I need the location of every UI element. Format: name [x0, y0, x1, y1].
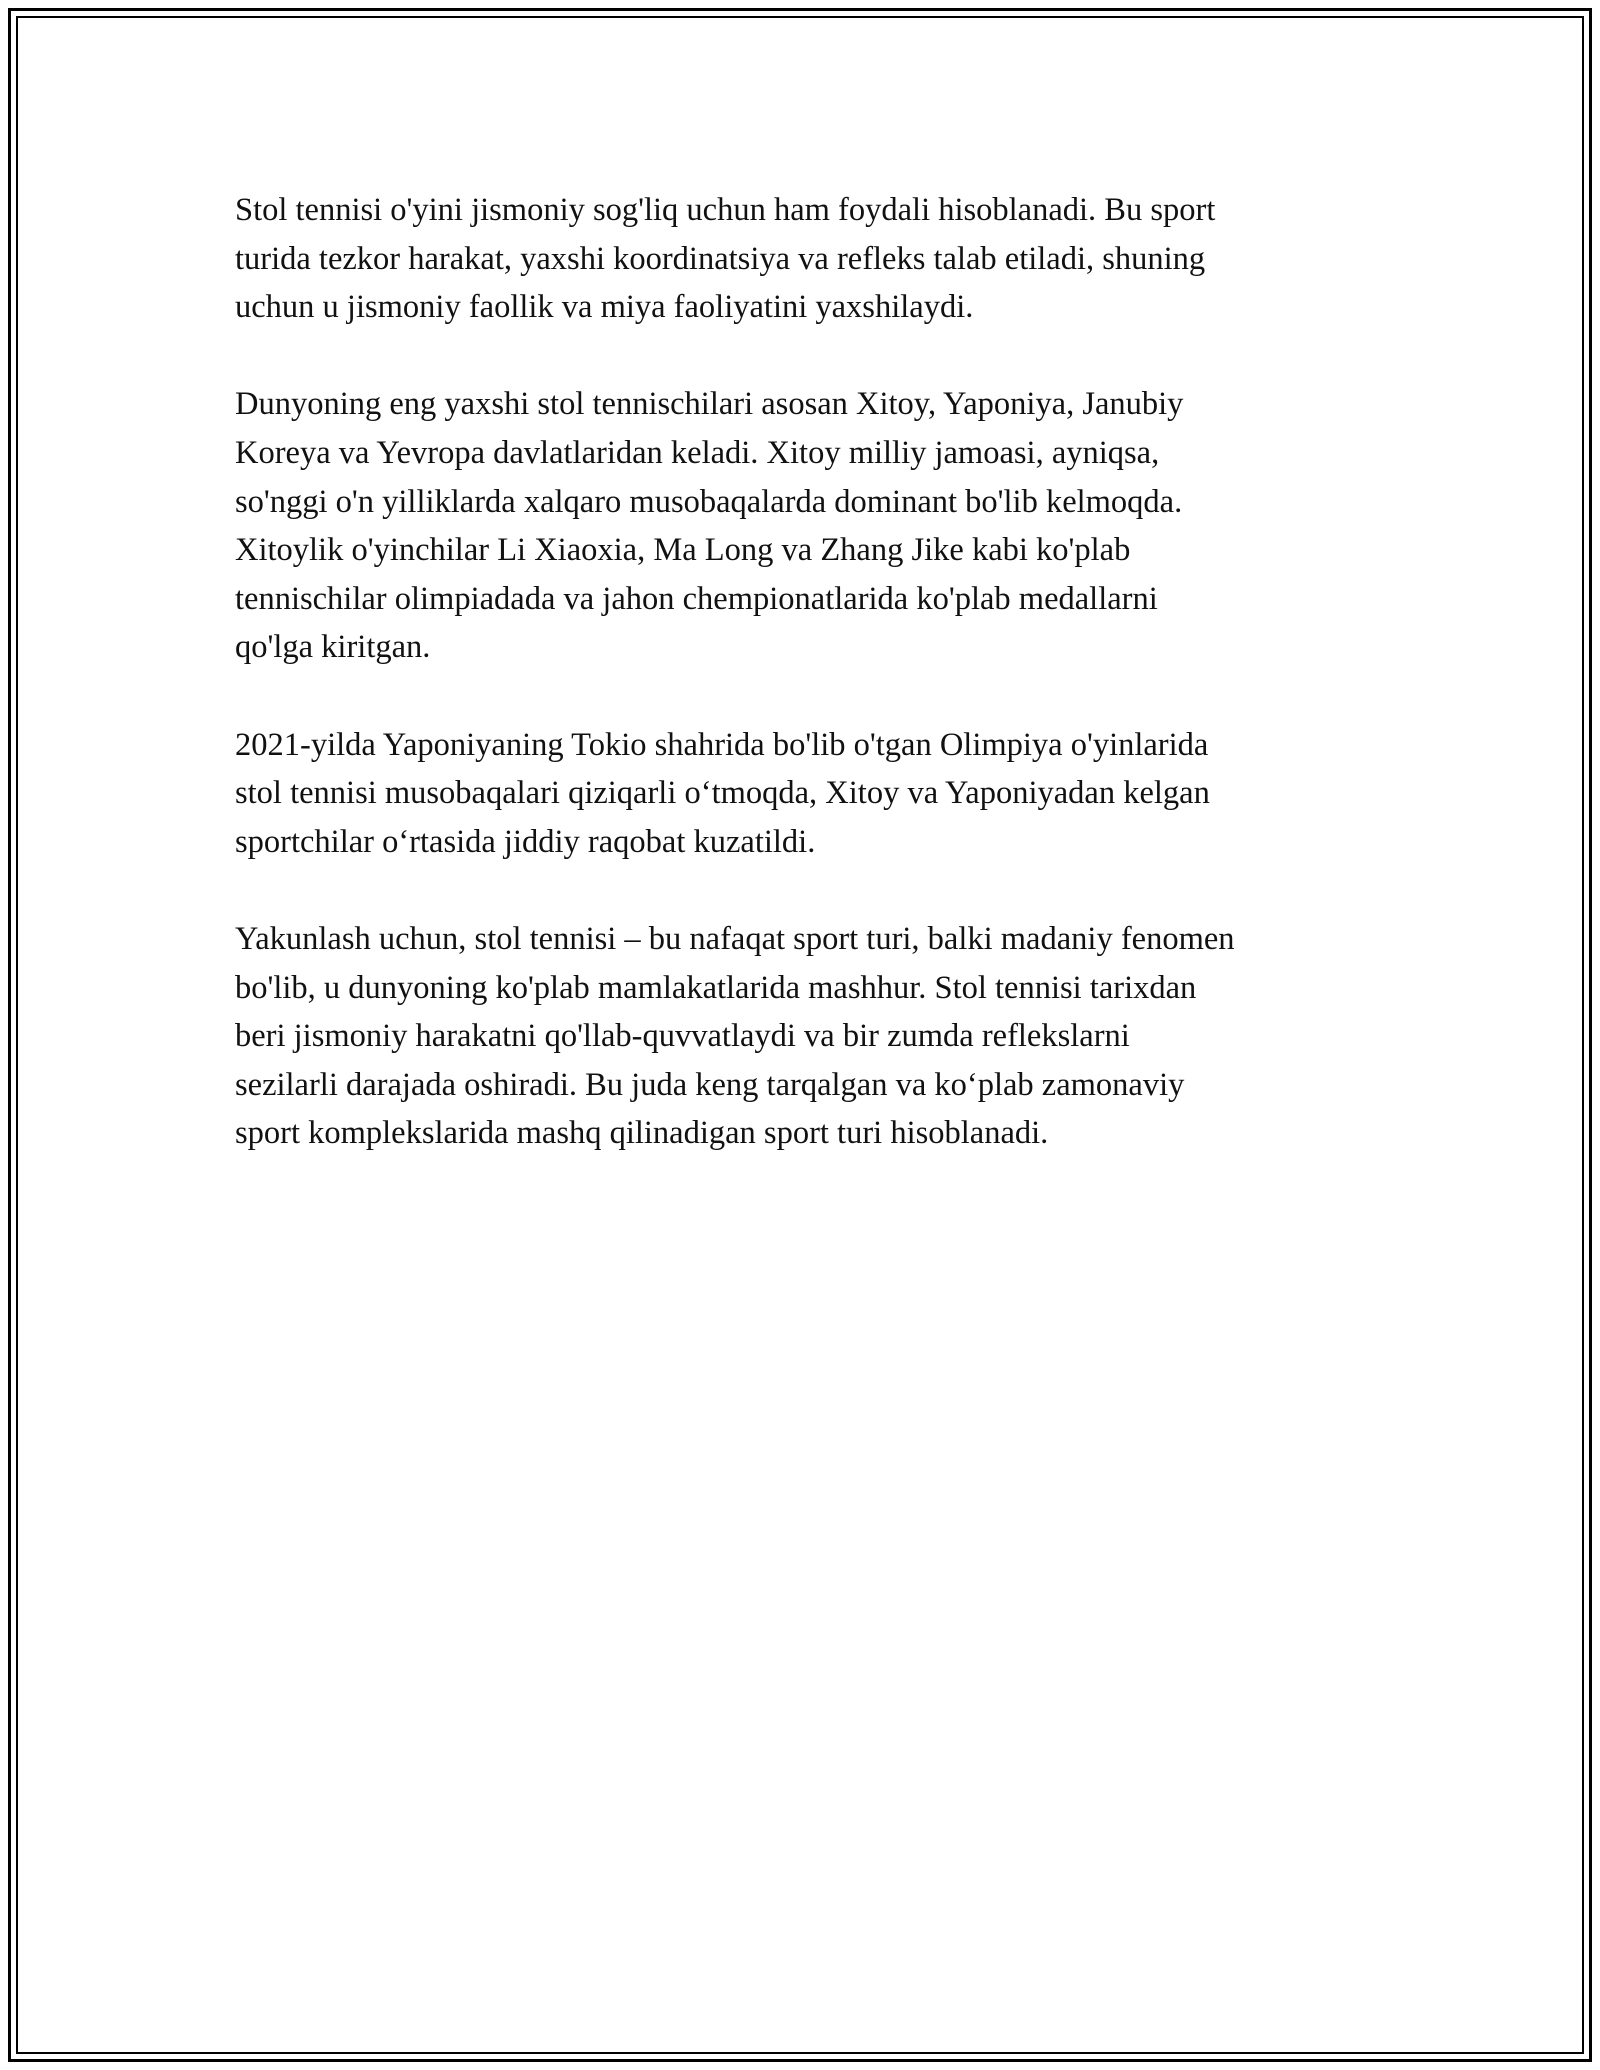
paragraph-health [235, 186, 1375, 332]
text-line: Dunyoning eng yaxshi stol tennischilari asosan Xitoy, Yaponiya, Janubiy [235, 386, 1184, 423]
text-line: bo'lib, u dunyoning ko'plab mamlakatlarida mashhur. Stol tennisi tarixdan [235, 969, 1197, 1006]
paragraph-conclusion [235, 915, 1375, 1158]
paragraph-olympics-2021 [235, 721, 1375, 867]
paragraph-best-players [235, 380, 1375, 672]
text-line: Koreya va Yevropa davlatlaridan keladi. Xitoy milliy jamoasi, ayniqsa, [235, 434, 1160, 471]
text-line: sezilarli darajada oshiradi. Bu juda keng tarqalgan va ko‘plab zamonaviy [235, 1066, 1185, 1103]
text-line: tennischilar olimpiadada va jahon chempionatlarida ko'plab medallarni [235, 580, 1158, 617]
document-body [235, 186, 1375, 1206]
text-line: beri jismoniy harakatni qo'llab-quvvatlaydi va bir zumda reflekslarni [235, 1018, 1130, 1055]
text-line: stol tennisi musobaqalari qiziqarli o‘tmoqda, Xitoy va Yaponiyadan kelgan [235, 775, 1210, 812]
text-line: sportchilar o‘rtasida jiddiy raqobat kuzatildi. [235, 823, 816, 860]
text-line: uchun u jismoniy faollik va miya faoliyatini yaxshilaydi. [235, 289, 974, 326]
text-line: so'nggi o'n yilliklarda xalqaro musobaqalarda dominant bo'lib kelmoqda. [235, 483, 1183, 520]
text-line: Yakunlash uchun, stol tennisi – bu nafaqat sport turi, balki madaniy fenomen [235, 920, 1235, 957]
text-line: turida tezkor harakat, yaxshi koordinatsiya va refleks talab etiladi, shuning [235, 240, 1206, 277]
text-line: 2021-yilda Yaponiyaning Tokio shahrida bo'lib o'tgan Olimpiya o'yinlarida [235, 726, 1209, 763]
text-line: qo'lga kiritgan. [235, 629, 431, 666]
text-line: Xitoylik o'yinchilar Li Xiaoxia, Ma Long va Zhang Jike kabi ko'plab [235, 532, 1131, 569]
text-line: Stol tennisi o'yini jismoniy sog'liq uchun ham foydali hisoblanadi. Bu sport [235, 192, 1216, 228]
text-line: sport komplekslarida mashq qilinadigan sport turi hisoblanadi. [235, 1115, 1049, 1152]
